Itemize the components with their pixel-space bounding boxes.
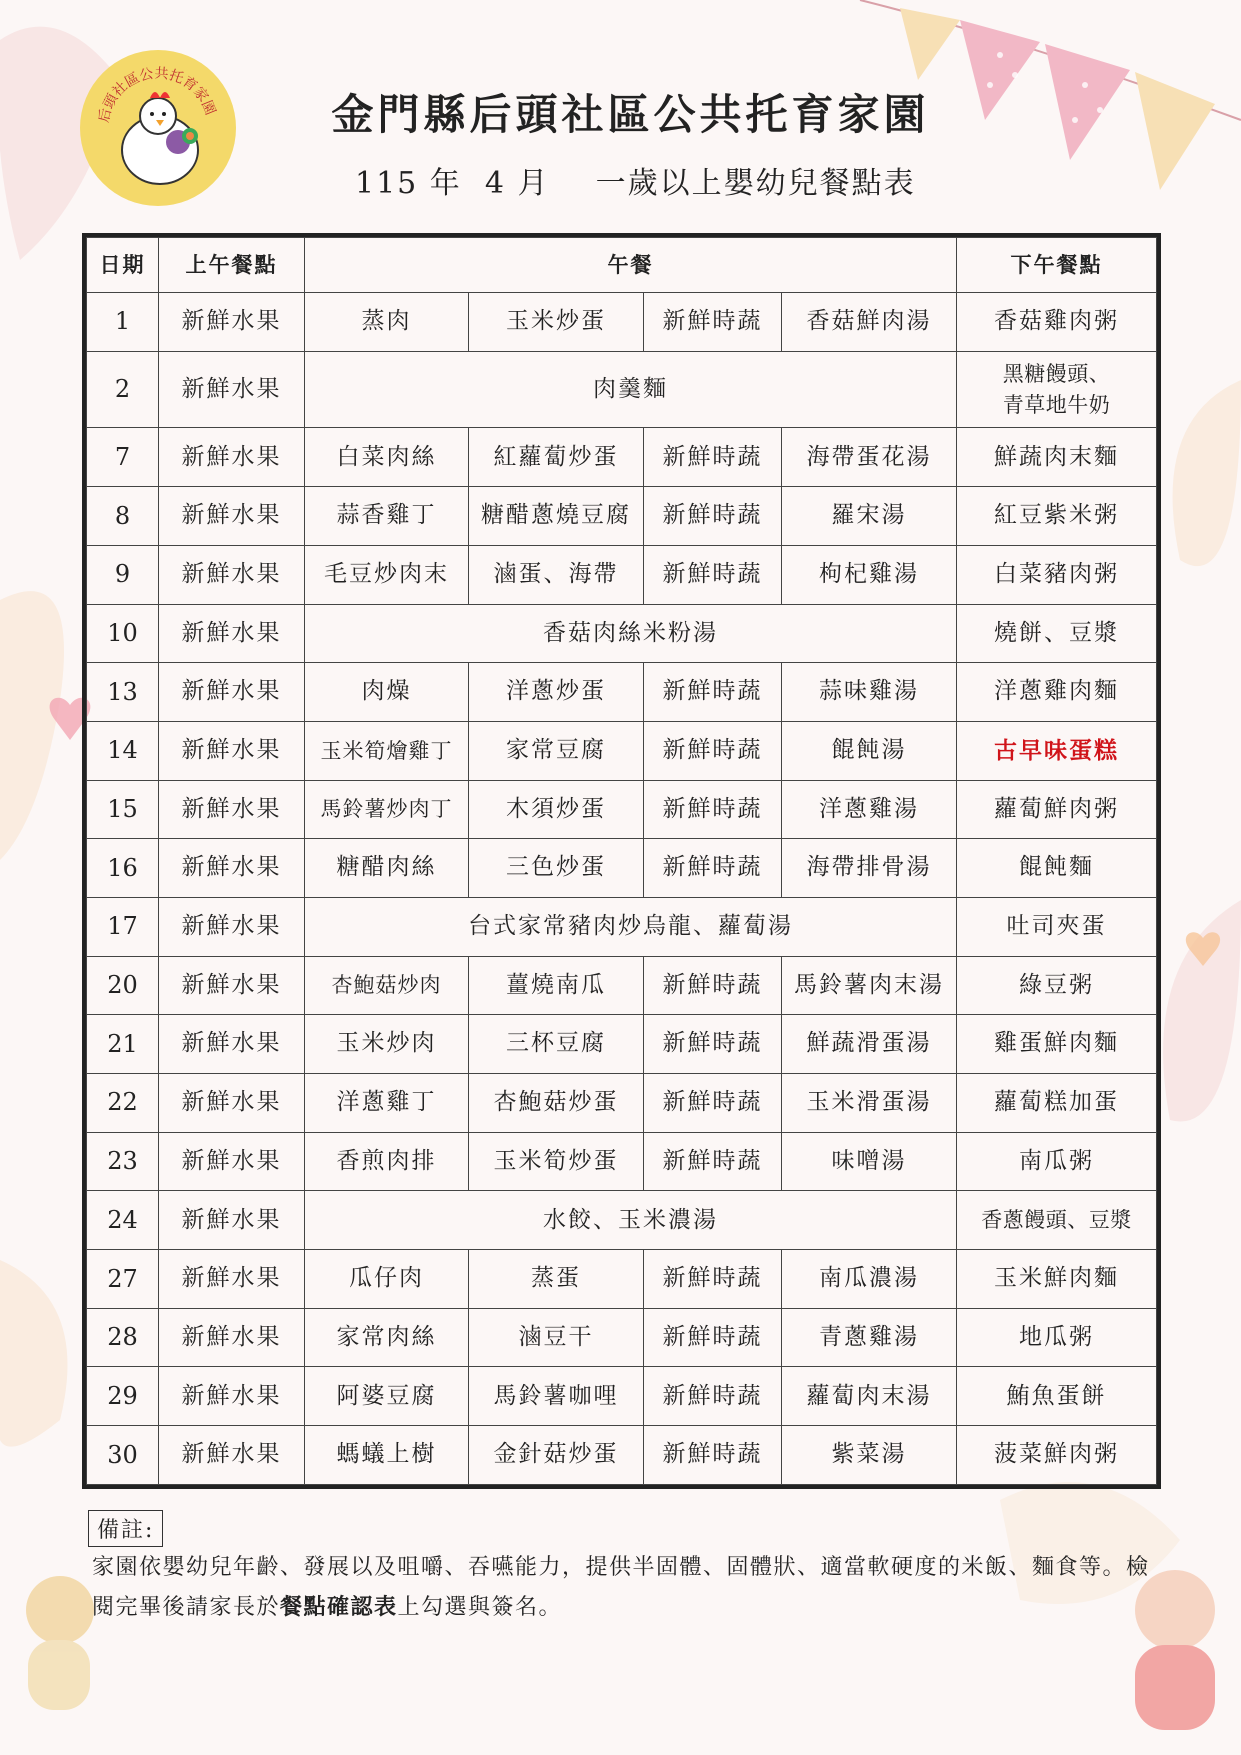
- morning-snack-cell: 新鮮水果: [159, 839, 305, 898]
- lunch-soup-cell: 南瓜濃湯: [782, 1250, 957, 1309]
- table-row: [87, 663, 1157, 722]
- afternoon-snack-cell: 玉米鮮肉麵: [957, 1250, 1157, 1309]
- date-cell: 30: [87, 1426, 159, 1485]
- lunch-main-cell: 玉米筍燴雞丁: [305, 721, 469, 780]
- table-row: [87, 293, 1157, 352]
- lunch-side-cell: 洋蔥炒蛋: [469, 663, 644, 722]
- morning-snack-cell: 新鮮水果: [159, 1308, 305, 1367]
- date-cell: 14: [87, 721, 159, 780]
- date-cell: 22: [87, 1074, 159, 1133]
- date-cell: 9: [87, 545, 159, 604]
- menu-body: [87, 293, 1157, 1485]
- afternoon-snack-cell: 黑糖饅頭、 青草地牛奶: [957, 351, 1157, 428]
- morning-snack-cell: 新鮮水果: [159, 428, 305, 487]
- lunch-soup-cell: 羅宋湯: [782, 487, 957, 546]
- afternoon-snack-cell: 蘿蔔糕加蛋: [957, 1074, 1157, 1133]
- morning-snack-cell: 新鮮水果: [159, 721, 305, 780]
- notes-text-after: 上勾選與簽名。: [397, 1595, 563, 1620]
- lunch-main-cell: 洋蔥雞丁: [305, 1074, 469, 1133]
- table-row: [87, 1250, 1157, 1309]
- header-date: 日期: [87, 238, 159, 293]
- lunch-vegetable-cell: 新鮮時蔬: [644, 1074, 782, 1133]
- lunch-soup-cell: 洋蔥雞湯: [782, 780, 957, 839]
- page-title: 金門縣后頭社區公共托育家園: [331, 90, 930, 139]
- lunch-soup-cell: 枸杞雞湯: [782, 545, 957, 604]
- table-row: [87, 1308, 1157, 1367]
- lunch-vegetable-cell: 新鮮時蔬: [644, 1367, 782, 1426]
- afternoon-snack-cell: 蘿蔔鮮肉粥: [957, 780, 1157, 839]
- lunch-main-cell: 香煎肉排: [305, 1132, 469, 1191]
- date-cell: 28: [87, 1308, 159, 1367]
- lunch-vegetable-cell: 新鮮時蔬: [644, 956, 782, 1015]
- lunch-side-cell: 杏鮑菇炒蛋: [469, 1074, 644, 1133]
- afternoon-snack-cell: 洋蔥雞肉麵: [957, 663, 1157, 722]
- lunch-vegetable-cell: 新鮮時蔬: [644, 545, 782, 604]
- afternoon-snack-cell: 南瓜粥: [957, 1132, 1157, 1191]
- lunch-main-cell: 螞蟻上樹: [305, 1426, 469, 1485]
- table-row: [87, 487, 1157, 546]
- lunch-soup-cell: 海帶排骨湯: [782, 839, 957, 898]
- lunch-side-cell: 三色炒蛋: [469, 839, 644, 898]
- lunch-main-cell: 蒸肉: [305, 293, 469, 352]
- afternoon-snack-cell: 地瓜粥: [957, 1308, 1157, 1367]
- lunch-vegetable-cell: 新鮮時蔬: [644, 1015, 782, 1074]
- lunch-main-cell: 瓜仔肉: [305, 1250, 469, 1309]
- table-row: [87, 897, 1157, 956]
- date-cell: 15: [87, 780, 159, 839]
- lunch-merged-cell: 香菇肉絲米粉湯: [305, 604, 957, 663]
- table-row: [87, 1015, 1157, 1074]
- table-row: [87, 351, 1157, 428]
- lunch-vegetable-cell: 新鮮時蔬: [644, 428, 782, 487]
- date-cell: 21: [87, 1015, 159, 1074]
- morning-snack-cell: 新鮮水果: [159, 604, 305, 663]
- menu-table: [86, 237, 1157, 1485]
- table-row: [87, 956, 1157, 1015]
- logo-text: 后頭社區公共托育家園: [96, 65, 219, 125]
- lunch-main-cell: 玉米炒肉: [305, 1015, 469, 1074]
- afternoon-snack-cell: 雞蛋鮮肉麵: [957, 1015, 1157, 1074]
- lunch-merged-cell: 台式家常豬肉炒烏龍、蘿蔔湯: [305, 897, 957, 956]
- date-cell: 17: [87, 897, 159, 956]
- baby-illustration-left: [26, 1576, 94, 1710]
- lunch-vegetable-cell: 新鮮時蔬: [644, 293, 782, 352]
- lunch-vegetable-cell: 新鮮時蔬: [644, 663, 782, 722]
- bunting-flag: [900, 8, 960, 80]
- page-subtitle: 115 年 4 月 一歲以上嬰幼兒餐點表: [355, 166, 916, 201]
- afternoon-snack-cell: 古早味蛋糕: [957, 721, 1157, 780]
- lunch-merged-cell: 水餃、玉米濃湯: [305, 1191, 957, 1250]
- table-row: [87, 604, 1157, 663]
- lunch-main-cell: 白菜肉絲: [305, 428, 469, 487]
- table-row: [87, 1074, 1157, 1133]
- afternoon-snack-cell: 菠菜鮮肉粥: [957, 1426, 1157, 1485]
- morning-snack-cell: 新鮮水果: [159, 897, 305, 956]
- heart-icon: [50, 698, 91, 740]
- lunch-vegetable-cell: 新鮮時蔬: [644, 487, 782, 546]
- afternoon-snack-cell: 鮪魚蛋餅: [957, 1367, 1157, 1426]
- notes-label: 備註:: [88, 1510, 163, 1547]
- morning-snack-cell: 新鮮水果: [159, 545, 305, 604]
- table-row: [87, 1191, 1157, 1250]
- date-cell: 29: [87, 1367, 159, 1426]
- date-cell: 10: [87, 604, 159, 663]
- morning-snack-cell: 新鮮水果: [159, 487, 305, 546]
- lunch-vegetable-cell: 新鮮時蔬: [644, 1426, 782, 1485]
- lunch-soup-cell: 蘿蔔肉末湯: [782, 1367, 957, 1426]
- date-cell: 23: [87, 1132, 159, 1191]
- table-row: [87, 428, 1157, 487]
- morning-snack-cell: 新鮮水果: [159, 1132, 305, 1191]
- lunch-main-cell: 阿婆豆腐: [305, 1367, 469, 1426]
- afternoon-snack-cell: 香蔥饅頭、豆漿: [957, 1191, 1157, 1250]
- lunch-side-cell: 馬鈴薯咖哩: [469, 1367, 644, 1426]
- lunch-side-cell: 滷豆干: [469, 1308, 644, 1367]
- lunch-vegetable-cell: 新鮮時蔬: [644, 1132, 782, 1191]
- lunch-main-cell: 肉燥: [305, 663, 469, 722]
- morning-snack-cell: 新鮮水果: [159, 1015, 305, 1074]
- date-cell: 20: [87, 956, 159, 1015]
- morning-snack-cell: 新鮮水果: [159, 1426, 305, 1485]
- table-row: [87, 1132, 1157, 1191]
- header-lunch: 午餐: [305, 238, 957, 293]
- date-cell: 13: [87, 663, 159, 722]
- morning-snack-cell: 新鮮水果: [159, 1367, 305, 1426]
- date-cell: 24: [87, 1191, 159, 1250]
- lunch-side-cell: 滷蛋、海帶: [469, 545, 644, 604]
- date-cell: 27: [87, 1250, 159, 1309]
- lunch-vegetable-cell: 新鮮時蔬: [644, 1308, 782, 1367]
- lunch-side-cell: 木須炒蛋: [469, 780, 644, 839]
- afternoon-snack-cell: 香菇雞肉粥: [957, 293, 1157, 352]
- afternoon-snack-cell: 餛飩麵: [957, 839, 1157, 898]
- lunch-side-cell: 玉米筍炒蛋: [469, 1132, 644, 1191]
- lunch-vegetable-cell: 新鮮時蔬: [644, 1250, 782, 1309]
- lunch-merged-cell: 肉羹麵: [305, 351, 957, 428]
- lunch-main-cell: 家常肉絲: [305, 1308, 469, 1367]
- morning-snack-cell: 新鮮水果: [159, 351, 305, 428]
- afternoon-snack-cell: 吐司夾蛋: [957, 897, 1157, 956]
- lunch-side-cell: 三杯豆腐: [469, 1015, 644, 1074]
- lunch-soup-cell: 香菇鮮肉湯: [782, 293, 957, 352]
- lunch-side-cell: 紅蘿蔔炒蛋: [469, 428, 644, 487]
- table-row: [87, 721, 1157, 780]
- lunch-soup-cell: 海帶蛋花湯: [782, 428, 957, 487]
- table-row: [87, 1426, 1157, 1485]
- date-cell: 16: [87, 839, 159, 898]
- lunch-soup-cell: 紫菜湯: [782, 1426, 957, 1485]
- lunch-soup-cell: 鮮蔬滑蛋湯: [782, 1015, 957, 1074]
- lunch-vegetable-cell: 新鮮時蔬: [644, 721, 782, 780]
- afternoon-snack-cell: 紅豆紫米粥: [957, 487, 1157, 546]
- notes-text-bold: 餐點確認表: [280, 1595, 398, 1620]
- date-cell: 8: [87, 487, 159, 546]
- table-row: [87, 839, 1157, 898]
- lunch-soup-cell: 青蔥雞湯: [782, 1308, 957, 1367]
- morning-snack-cell: 新鮮水果: [159, 956, 305, 1015]
- lunch-side-cell: 糖醋蔥燒豆腐: [469, 487, 644, 546]
- header-row: [87, 238, 1157, 293]
- lunch-vegetable-cell: 新鮮時蔬: [644, 839, 782, 898]
- lunch-main-cell: 糖醋肉絲: [305, 839, 469, 898]
- morning-snack-cell: 新鮮水果: [159, 1191, 305, 1250]
- morning-snack-cell: 新鮮水果: [159, 1074, 305, 1133]
- lunch-side-cell: 玉米炒蛋: [469, 293, 644, 352]
- header-morning: 上午餐點: [159, 238, 305, 293]
- notes-text: [92, 1548, 1172, 1628]
- lunch-main-cell: 毛豆炒肉末: [305, 545, 469, 604]
- morning-snack-cell: 新鮮水果: [159, 1250, 305, 1309]
- afternoon-snack-cell: 鮮蔬肉末麵: [957, 428, 1157, 487]
- table-row: [87, 545, 1157, 604]
- morning-snack-cell: 新鮮水果: [159, 663, 305, 722]
- lunch-soup-cell: 玉米滑蛋湯: [782, 1074, 957, 1133]
- table-row: [87, 1367, 1157, 1426]
- afternoon-snack-cell: 綠豆粥: [957, 956, 1157, 1015]
- lunch-main-cell: 蒜香雞丁: [305, 487, 469, 546]
- lunch-soup-cell: 馬鈴薯肉末湯: [782, 956, 957, 1015]
- afternoon-snack-cell: 燒餅、豆漿: [957, 604, 1157, 663]
- date-cell: 2: [87, 351, 159, 428]
- lunch-side-cell: 金針菇炒蛋: [469, 1426, 644, 1485]
- header-afternoon: 下午餐點: [957, 238, 1157, 293]
- morning-snack-cell: 新鮮水果: [159, 780, 305, 839]
- lunch-side-cell: 薑燒南瓜: [469, 956, 644, 1015]
- lunch-soup-cell: 味噌湯: [782, 1132, 957, 1191]
- lunch-side-cell: 蒸蛋: [469, 1250, 644, 1309]
- morning-snack-cell: 新鮮水果: [159, 293, 305, 352]
- notes-text-before: 家園依嬰幼兒年齡、發展以及咀嚼、吞嚥能力，提供半固體、固體狀、適當軟硬度的米飯、麵食等。檢閱完畢後請家長於: [92, 1555, 1150, 1620]
- date-cell: 7: [87, 428, 159, 487]
- lunch-main-cell: 馬鈴薯炒肉丁: [305, 780, 469, 839]
- lunch-side-cell: 家常豆腐: [469, 721, 644, 780]
- afternoon-snack-cell: 白菜豬肉粥: [957, 545, 1157, 604]
- lunch-main-cell: 杏鮑菇炒肉: [305, 956, 469, 1015]
- lunch-soup-cell: 餛飩湯: [782, 721, 957, 780]
- lunch-vegetable-cell: 新鮮時蔬: [644, 780, 782, 839]
- lunch-soup-cell: 蒜味雞湯: [782, 663, 957, 722]
- date-cell: 1: [87, 293, 159, 352]
- table-row: [87, 780, 1157, 839]
